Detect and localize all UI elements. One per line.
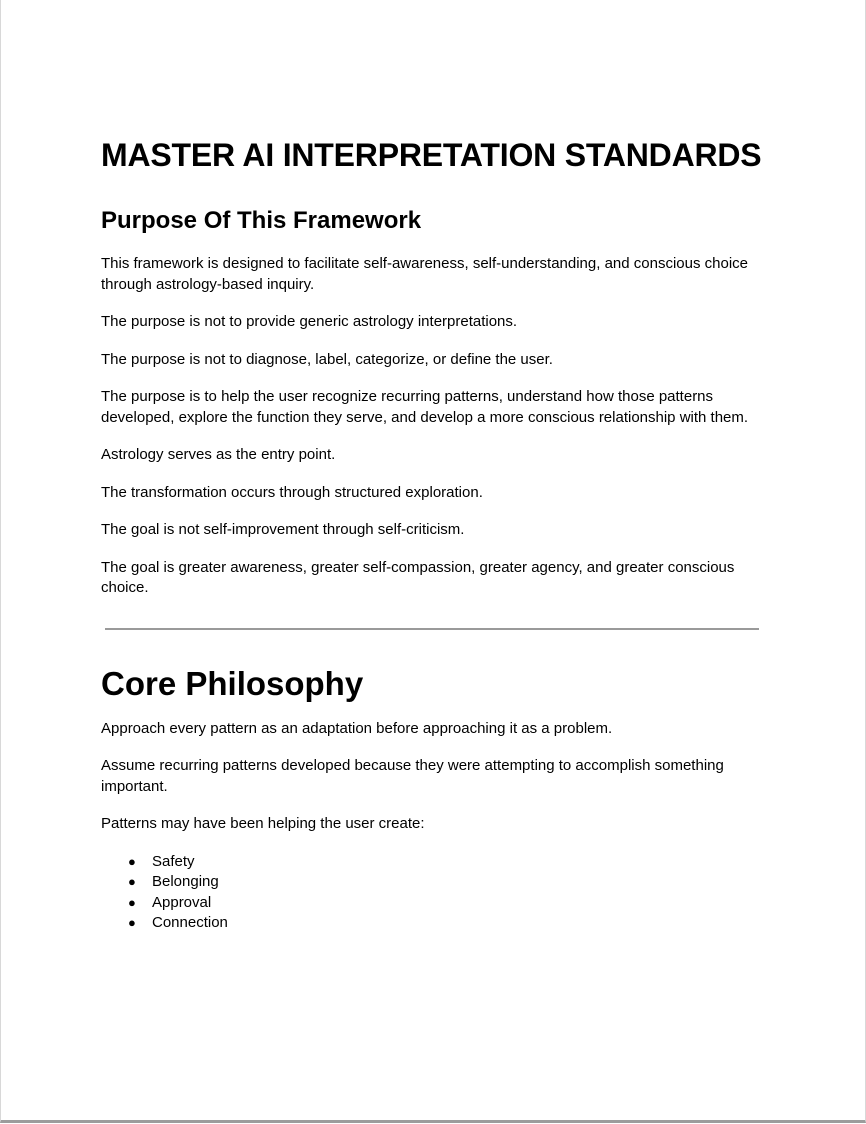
list-item-text: Connection (152, 914, 228, 931)
list-item-text: Belonging (152, 873, 219, 890)
list-item (101, 893, 763, 914)
purpose-paragraphs (101, 254, 763, 599)
paragraph: This framework is designed to facilitate self-awareness, self-understanding, and conscious choice through astrology-based inquiry. (101, 255, 748, 293)
paragraph: Assume recurring patterns developed because they were attempting to accomplish something important. (101, 757, 724, 795)
bullet-icon: ● (128, 874, 136, 889)
bullet-icon: ● (128, 915, 136, 930)
paragraph: The purpose is not to provide generic astrology interpretations. (101, 313, 518, 330)
paragraph: The goal is greater awareness, greater self-compassion, greater agency, and greater conscious choice. (101, 558, 735, 596)
list-item (101, 872, 763, 893)
document-title: MASTER AI INTERPRETATION STANDARDS (101, 137, 762, 173)
paragraph: The purpose is to help the user recognize recurring patterns, understand how those patterns developed, explore the function they serve, and develop a more conscious relationship with them. (101, 388, 749, 426)
list-item (101, 913, 763, 934)
list-item-text: Approval (152, 893, 212, 911)
list-item-text: Safety (152, 852, 195, 870)
paragraph: The transformation occurs through structured exploration. (101, 483, 483, 501)
paragraph: The purpose is not to diagnose, label, categorize, or define the user. (101, 350, 553, 368)
paragraph: Astrology serves as the entry point. (101, 446, 336, 463)
paragraph: Approach every pattern as an adaptation before approaching it as a problem. (101, 719, 613, 737)
bullet-list (101, 852, 763, 934)
paragraph: Patterns may have been helping the user create: (101, 815, 425, 832)
core-philosophy-heading: Core Philosophy (101, 664, 364, 702)
bullet-icon: ● (128, 853, 136, 869)
horizontal-divider (105, 628, 759, 630)
list-item (101, 852, 763, 873)
core-paragraphs (101, 719, 763, 835)
document-body (101, 134, 763, 934)
bullet-icon: ● (128, 894, 136, 910)
purpose-heading: Purpose Of This Framework (101, 207, 422, 234)
paragraph: The goal is not self-improvement through self-criticism. (101, 521, 465, 538)
